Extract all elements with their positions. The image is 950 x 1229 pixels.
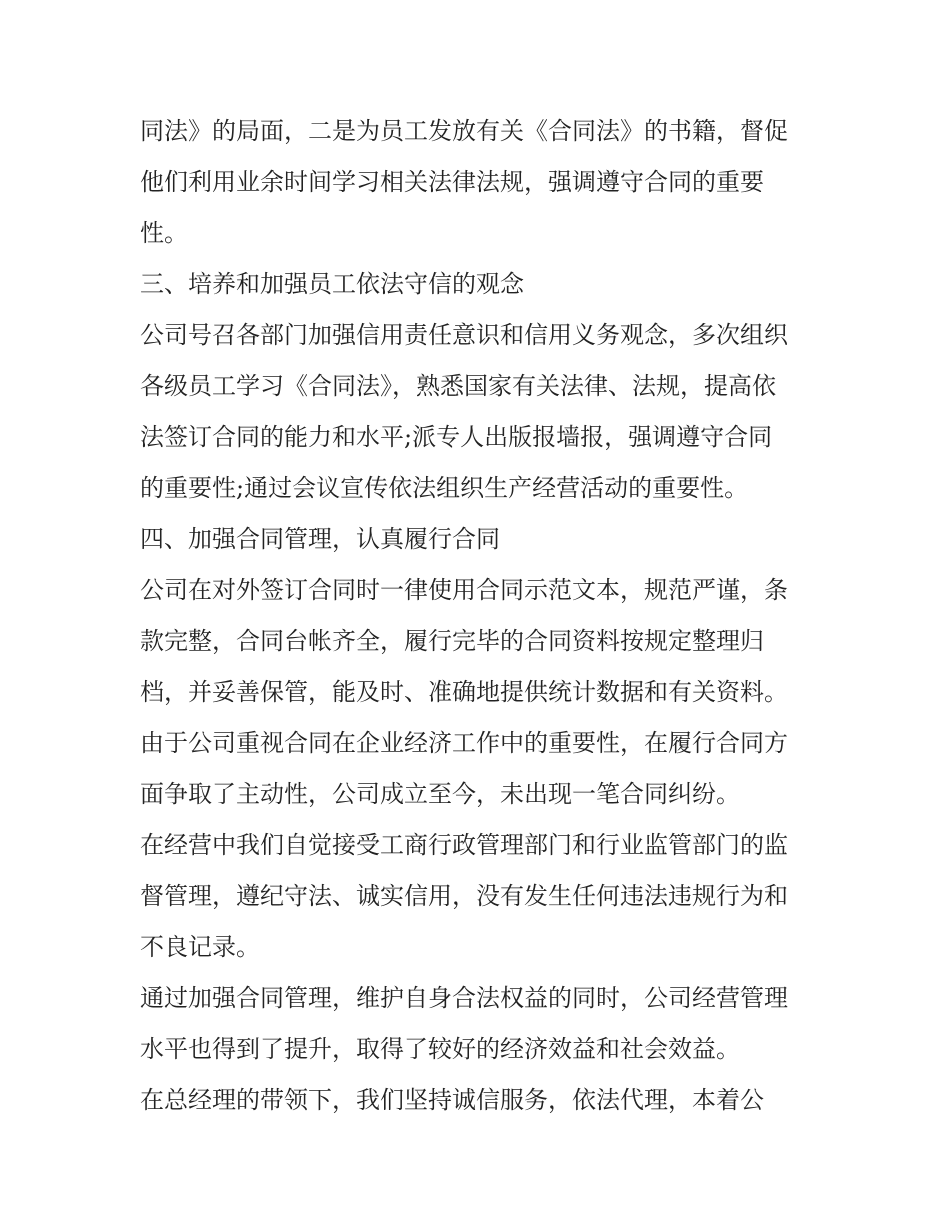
document-body xyxy=(140,106,820,1126)
section-heading: 四、加强合同管理，认真履行合同 xyxy=(140,525,500,553)
text-line: 由于公司重视合同在企业经济工作中的重要性，在履行合同方 xyxy=(140,729,788,757)
section-heading: 三、培养和加强员工依法守信的观念 xyxy=(140,270,524,298)
text-line: 督管理，遵纪守法、诚实信用，没有发生任何违法违规行为和 xyxy=(140,882,788,910)
text-line: 各级员工学习《合同法》，熟悉国家有关法律、法规，提高依 xyxy=(140,372,776,400)
text-line: 水平也得到了提升，取得了较好的经济效益和社会效益。 xyxy=(140,1035,740,1063)
text-line: 档，并妥善保管，能及时、准确地提供统计数据和有关资料。 xyxy=(140,678,788,706)
text-line: 同法》的局面，二是为员工发放有关《合同法》的书籍，督促 xyxy=(140,117,788,145)
text-line: 款完整，合同台帐齐全，履行完毕的合同资料按规定整理归 xyxy=(140,627,764,655)
text-line: 公司号召各部门加强信用责任意识和信用义务观念，多次组织 xyxy=(140,321,788,349)
text-line: 法签订合同的能力和水平;派专人出版报墙报，强调遵守合同 xyxy=(140,423,773,451)
text-line: 的重要性;通过会议宣传依法组织生产经营活动的重要性。 xyxy=(140,474,749,502)
text-line: 不良记录。 xyxy=(140,933,260,961)
text-line: 在经营中我们自觉接受工商行政管理部门和行业监管部门的监 xyxy=(140,831,788,859)
text-line: 面争取了主动性，公司成立至今，未出现一笔合同纠纷。 xyxy=(140,780,740,808)
text-line: 性。 xyxy=(140,219,188,247)
text-line: 在总经理的带领下，我们坚持诚信服务，依法代理，本着公 xyxy=(140,1086,764,1114)
text-line: 他们利用业余时间学习相关法律法规，强调遵守合同的重要 xyxy=(140,168,764,196)
text-line: 通过加强合同管理，维护自身合法权益的同时，公司经营管理 xyxy=(140,984,788,1012)
text-line: 公司在对外签订合同时一律使用合同示范文本，规范严谨，条 xyxy=(140,576,788,604)
